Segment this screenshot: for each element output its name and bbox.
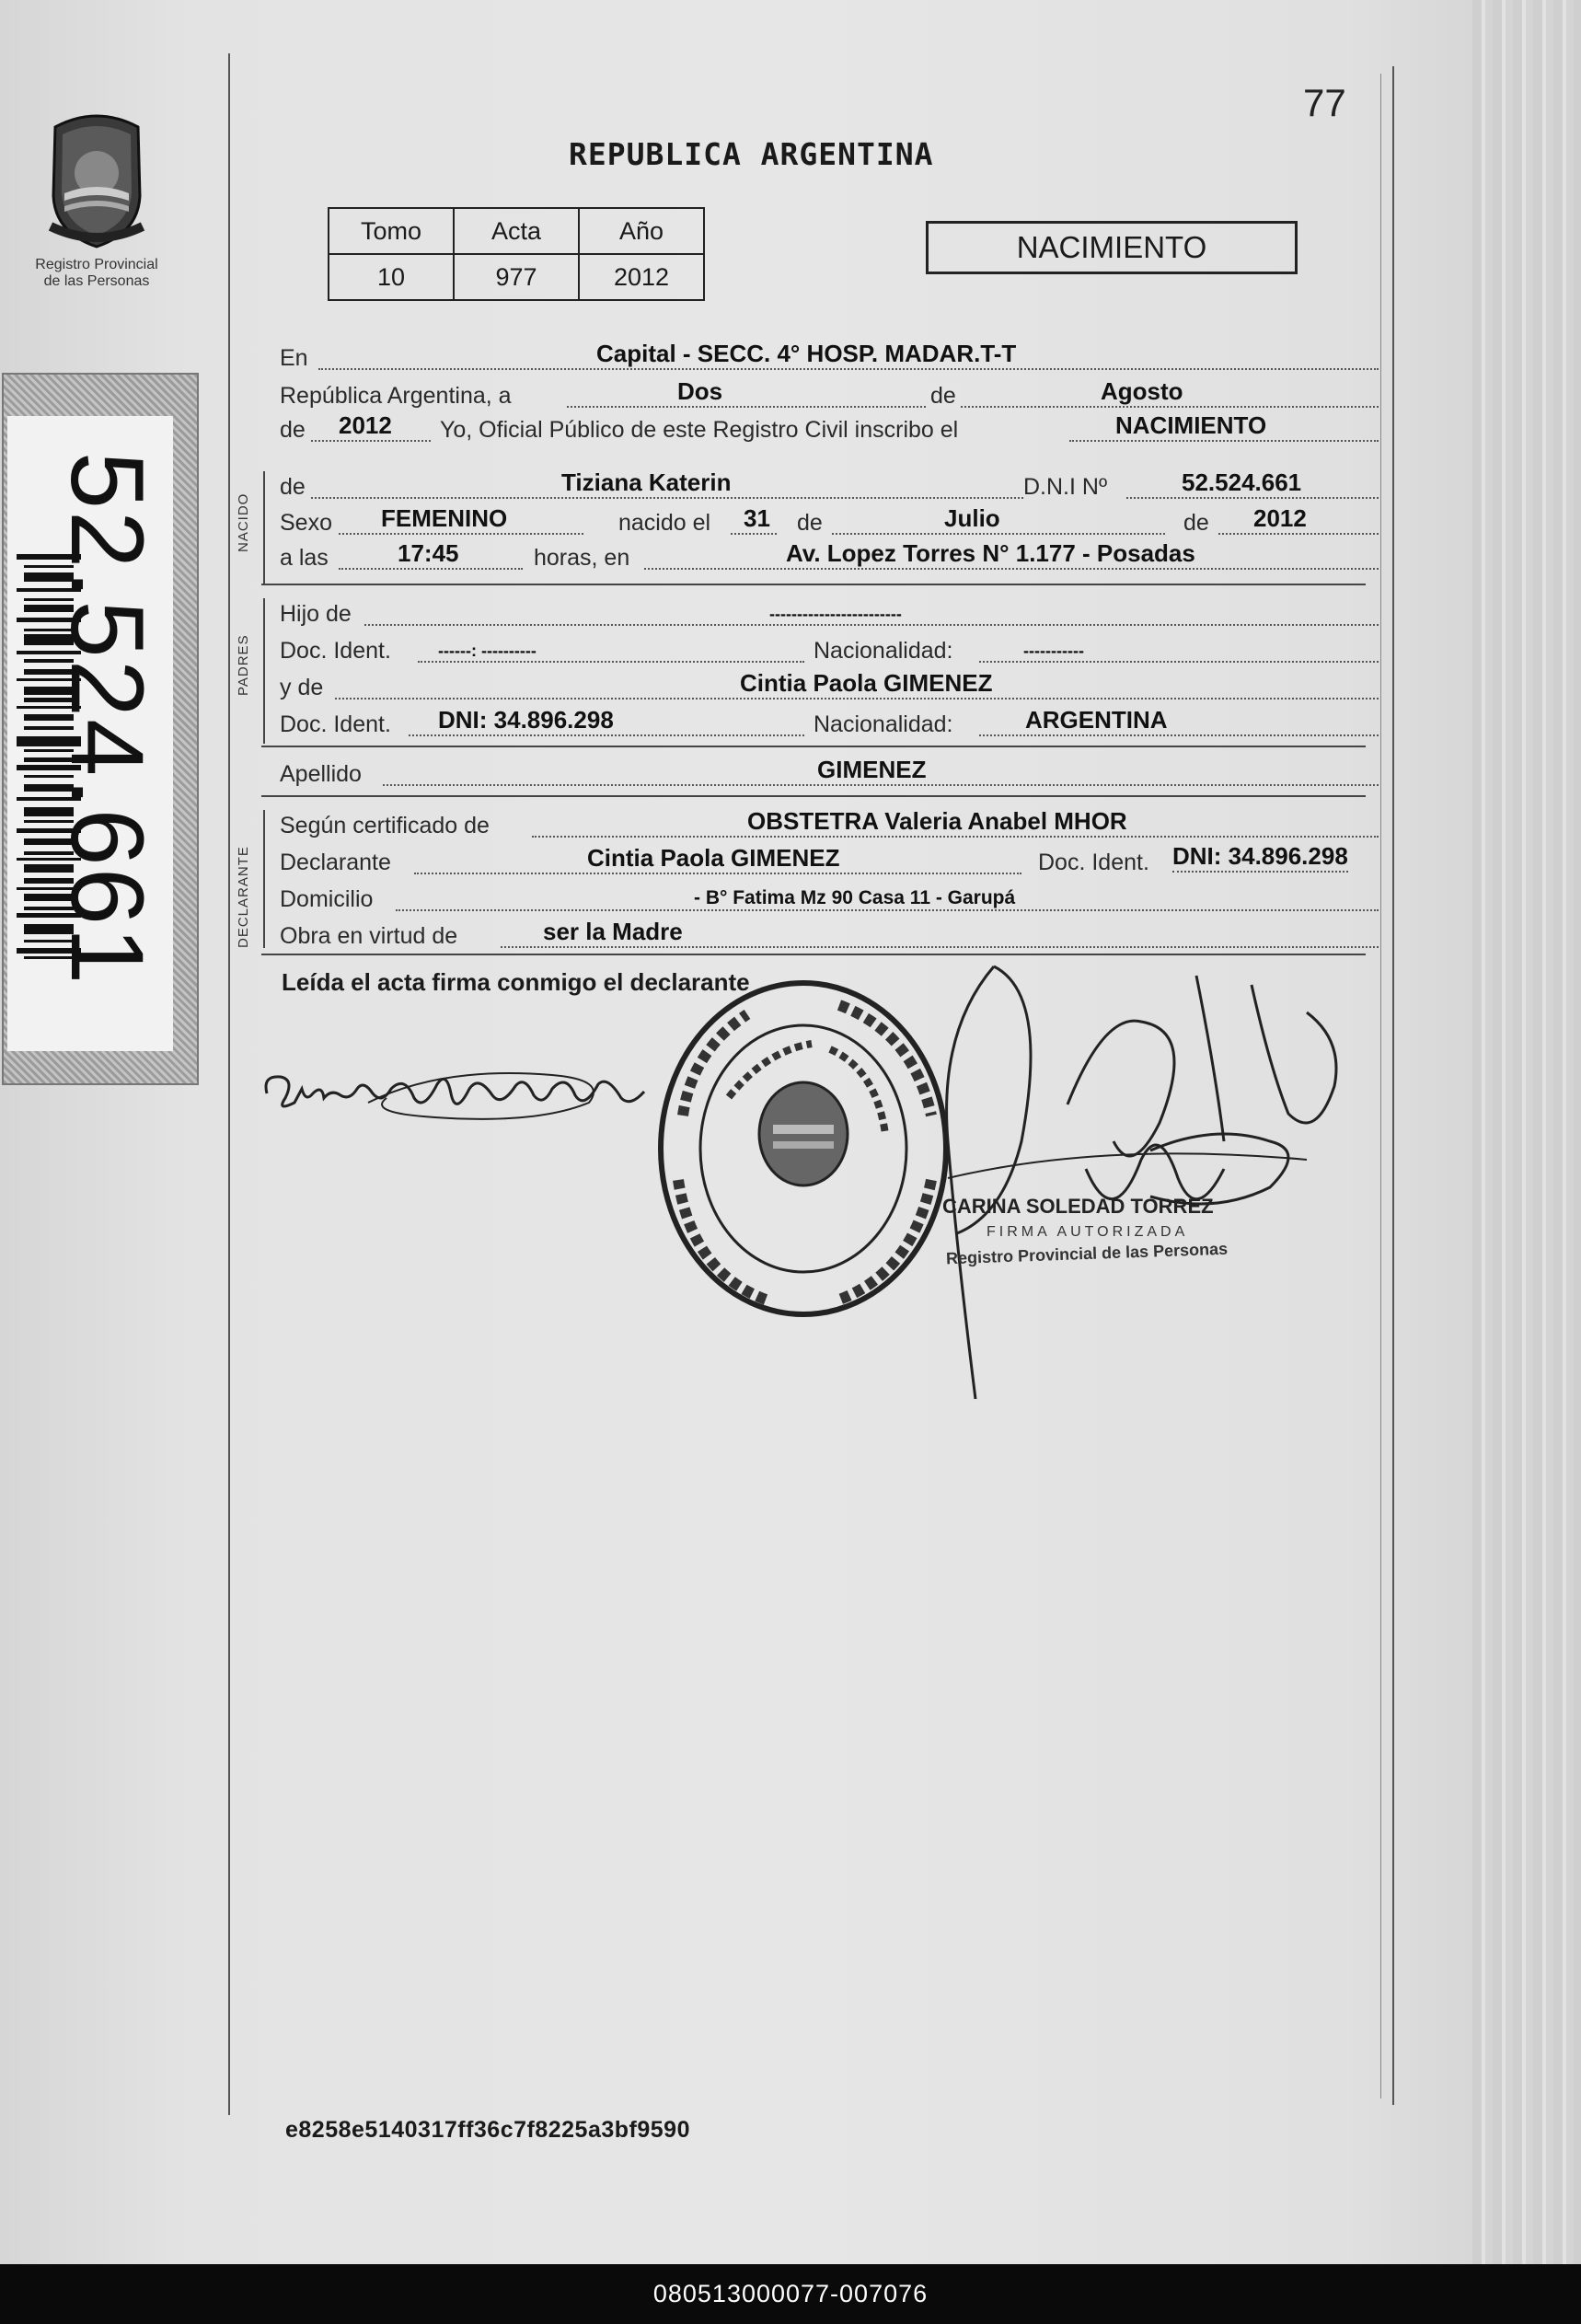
barcode-label (2, 373, 199, 1085)
row-nombre (280, 468, 1379, 503)
row-hora-lugar (280, 539, 1379, 573)
registry-logo (23, 109, 170, 290)
page-number: 77 (1303, 81, 1346, 124)
row-madre-doc (280, 706, 1379, 740)
row-padre (280, 598, 1379, 630)
value-declarante: Cintia Paola GIMENEZ (587, 844, 840, 872)
value-nacido-mes: Julio (944, 504, 1000, 532)
value-hora: 17:45 (398, 539, 459, 567)
province-emblem-icon (37, 109, 156, 249)
label-doc-ident: Doc. Ident. (1038, 850, 1149, 875)
section-label-nacido: NACIDO (236, 492, 251, 552)
dotted-line (418, 661, 804, 663)
value-sexo: FEMENINO (381, 504, 508, 532)
form-frame-right-inner (1380, 74, 1381, 2099)
dotted-line (532, 836, 1379, 838)
row-acto (280, 411, 1379, 445)
logo-caption-line: de las Personas (43, 273, 150, 289)
dotted-line (409, 734, 804, 736)
logo-caption (23, 257, 170, 290)
value-obra-en-virtud: ser la Madre (543, 918, 683, 945)
dotted-line (318, 368, 1379, 370)
dotted-line (832, 533, 1165, 535)
label-segun-certificado: Según certificado de (280, 813, 490, 838)
section-bar-nacido (263, 471, 265, 585)
table-cell-tomo: 10 (329, 254, 454, 300)
label-nacionalidad: Nacionalidad: (814, 711, 953, 737)
label-a-las: a las (280, 545, 329, 571)
form-frame-left (228, 53, 230, 2115)
label-sexo: Sexo (280, 510, 332, 536)
value-declarante-doc: DNI: 34.896.298 (1172, 842, 1348, 873)
label-y-de: y de (280, 675, 324, 700)
label-doc-ident: Doc. Ident. (280, 711, 391, 737)
dotted-line (339, 568, 523, 570)
section-bar-declarante (263, 810, 265, 948)
section-separator (261, 746, 1366, 747)
value-dni: 52.524.661 (1182, 468, 1302, 496)
dotted-line (567, 406, 1379, 408)
dotted-line (731, 533, 777, 535)
form-frame-right (1392, 66, 1394, 2105)
officer-signature-icon (920, 957, 1353, 1417)
row-domicilio (280, 884, 1379, 915)
value-mes: Agosto (1101, 377, 1183, 405)
value-acto: NACIMIENTO (1115, 411, 1267, 439)
label-de: de (1183, 510, 1209, 536)
row-obra-en-virtud (280, 920, 1379, 952)
label-nacido-el: nacido el (618, 510, 711, 536)
officer-office: Registro Provincial de las Personas (945, 1239, 1229, 1268)
label-republica: República Argentina, a (280, 383, 512, 409)
value-lugar: Capital - SECC. 4° HOSP. MADAR.T-T (596, 340, 1017, 367)
row-fecha (280, 377, 1379, 411)
dotted-line (311, 497, 1023, 499)
value-nombre: Tiziana Katerin (561, 468, 732, 496)
row-certificado (280, 807, 1379, 841)
table-cell-acta: 977 (454, 254, 579, 300)
dotted-line (414, 873, 1021, 874)
footer-code: 080513000077-007076 (0, 2264, 1581, 2324)
section-separator (261, 954, 1366, 955)
dotted-line (501, 946, 1379, 948)
dotted-line (979, 734, 1379, 736)
value-padre-nacionalidad: ----------- (1023, 642, 1084, 660)
dotted-line (339, 533, 583, 535)
record-reference-table (328, 207, 705, 301)
label-hijo-de: Hijo de (280, 601, 352, 627)
table-header-tomo: Tomo (329, 208, 454, 254)
label-horas-en: horas, en (534, 545, 630, 571)
dotted-line (1218, 533, 1379, 535)
label-dni: D.N.I Nº (1023, 474, 1108, 500)
table-header-acta: Acta (454, 208, 579, 254)
label-apellido: Apellido (280, 761, 362, 787)
label-doc-ident: Doc. Ident. (280, 638, 391, 664)
value-madre: Cintia Paola GIMENEZ (740, 669, 993, 697)
row-padre-doc (280, 635, 1379, 666)
dotted-line (383, 784, 1379, 786)
table-cell-anio: 2012 (579, 254, 704, 300)
value-madre-doc: DNI: 34.896.298 (438, 706, 614, 734)
country-title: REPUBLICA ARGENTINA (569, 136, 934, 172)
value-dia: Dos (677, 377, 723, 405)
value-padre-doc: ------: ---------- (438, 642, 537, 660)
row-apellido (280, 758, 1379, 790)
section-bar-padres (263, 598, 265, 744)
label-de: de (797, 510, 823, 536)
id-number: 52.524.661 (50, 451, 165, 987)
officer-name: CARINA SOLEDAD TORREZ (942, 1195, 1214, 1218)
dotted-line (1126, 497, 1379, 499)
dotted-line (979, 661, 1379, 663)
row-lugar (280, 342, 1379, 374)
section-separator (261, 584, 1366, 585)
value-apellido: GIMENEZ (817, 756, 927, 783)
value-lugar-nacimiento: Av. Lopez Torres N° 1.177 - Posadas (786, 539, 1195, 567)
logo-caption-line: Registro Provincial (35, 257, 158, 272)
value-madre-nacionalidad: ARGENTINA (1025, 706, 1168, 734)
section-separator (261, 795, 1366, 797)
row-madre (280, 669, 1379, 703)
label-obra-en-virtud: Obra en virtud de (280, 923, 458, 949)
document-hash: e8258e5140317ff36c7f8225a3bf9590 (285, 2117, 690, 2143)
value-nacido-dia: 31 (744, 504, 770, 532)
official-seal-icon (655, 977, 952, 1320)
label-domicilio: Domicilio (280, 886, 374, 912)
value-nacido-anio: 2012 (1253, 504, 1307, 532)
value-certificado: OBSTETRA Valeria Anabel MHOR (747, 807, 1127, 835)
value-domicilio: - B° Fatima Mz 90 Casa 11 - Garupá (694, 887, 1016, 908)
record-type-box: NACIMIENTO (926, 221, 1298, 274)
label-de: de (280, 417, 306, 443)
dotted-line (396, 909, 1379, 911)
officer-role: FIRMA AUTORIZADA (987, 1224, 1189, 1240)
table-header-anio: Año (579, 208, 704, 254)
label-nacionalidad: Nacionalidad: (814, 638, 953, 664)
dotted-line (311, 440, 431, 442)
row-declarante (280, 842, 1379, 878)
value-anio: 2012 (339, 411, 392, 439)
dotted-line (1069, 440, 1379, 442)
read-note: Leída el acta firma conmigo el declarante (282, 968, 750, 996)
declarant-signature-icon (258, 1047, 653, 1139)
page-stack-edge (1472, 0, 1581, 2264)
label-en: En (280, 345, 308, 371)
dotted-line (644, 568, 1379, 570)
section-label-declarante: DECLARANTE (236, 846, 251, 948)
dotted-line (335, 698, 1379, 700)
label-de: de (280, 474, 306, 500)
value-padre: ------------------------ (769, 605, 902, 623)
label-yo-oficial: Yo, Oficial Público de este Registro Civil inscribo el (440, 417, 959, 443)
row-sexo-fecha (280, 504, 1379, 538)
section-label-padres: PADRES (236, 634, 251, 696)
label-de: de (927, 383, 960, 410)
dotted-line (364, 624, 1379, 626)
label-declarante: Declarante (280, 850, 391, 875)
